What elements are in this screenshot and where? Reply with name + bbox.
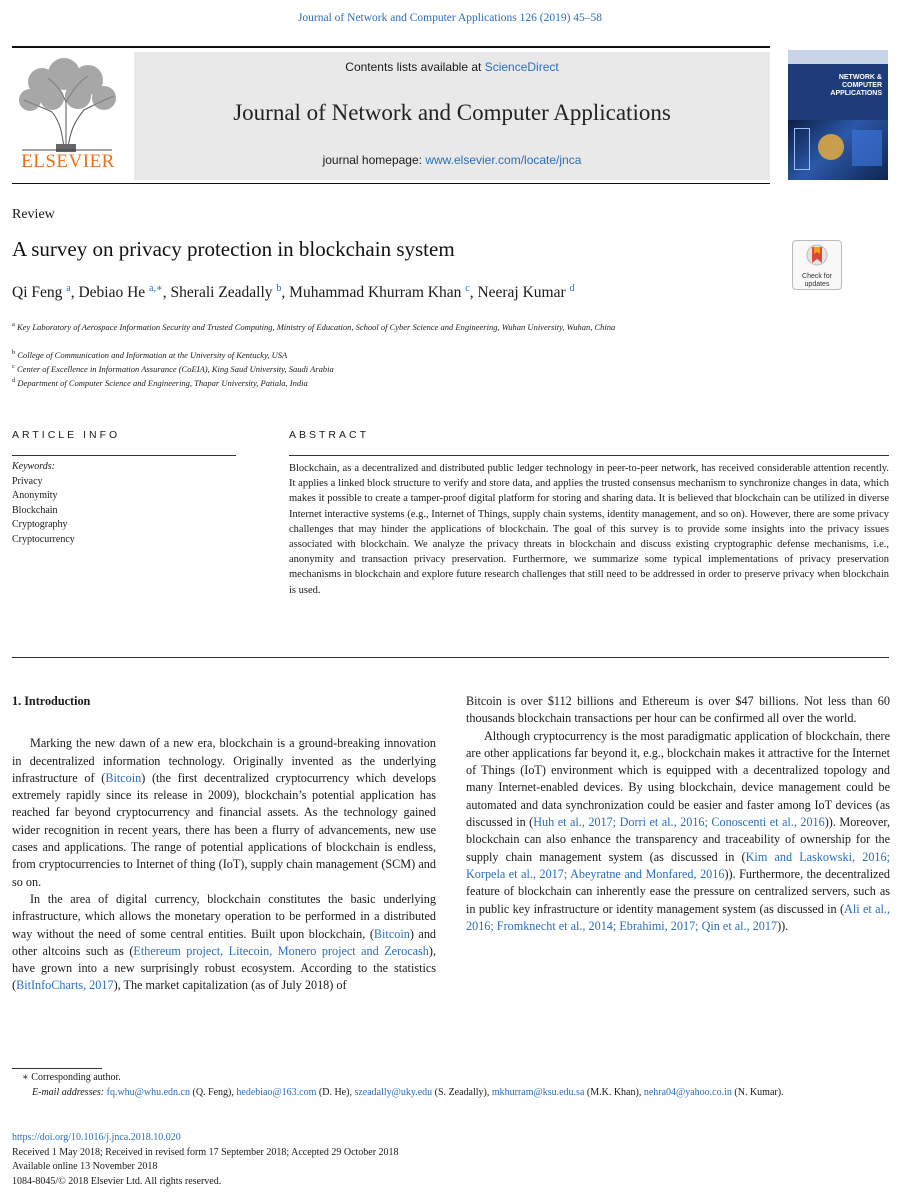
affiliation-a (12, 318, 712, 334)
check-updates-line-2: updates (804, 281, 830, 288)
email-owner: (Q. Feng), (189, 1086, 237, 1098)
abstract-heading: ABSTRACT (289, 429, 370, 441)
citation-link[interactable]: BitInfoCharts, 2017 (16, 978, 114, 993)
contents-prefix: Contents lists available at (345, 60, 485, 74)
text-run: ), The market capitalization (as of July 2018) of (113, 978, 347, 993)
received-dates: Received 1 May 2018; Received in revised form 17 September 2018; Accepted 29 October 2018 (12, 1146, 399, 1158)
journal-cover-image[interactable] (788, 50, 888, 180)
email-label: E-mail addresses: (32, 1086, 105, 1098)
header-bottom-rule (12, 183, 770, 184)
email-owner: (D. He), (316, 1086, 355, 1098)
text-run: ) and other altcoins such as ( (12, 926, 437, 958)
affiliation-text: College of Communication and Information at the University of Kentucky, USA (17, 349, 288, 360)
article-title: A survey on privacy protection in blockchain system (12, 237, 455, 261)
email-line (12, 1086, 892, 1101)
text-run: Although cryptocurrency is the most paradigmatic application of blockchain, there are other applications far beyond it, e.g., blockchain makes it attractive for the Internet of Things (IoT) environment which is equipped with a decentralized topology and many Internet-enabled devices. By using blockchain, device management could be automated and data synchronization could be easier and faster among IoT devices (as discussed in ( (466, 728, 890, 830)
affiliation-text: Center of Excellence in Information Assurance (CoEIA), King Saud University, Saudi Arabia (17, 363, 334, 374)
email-owner: (S. Zeadally), (432, 1086, 492, 1098)
affiliation-marker: a (12, 321, 15, 328)
email-link[interactable]: mkhurram@ksu.edu.sa (491, 1086, 585, 1098)
text-run: In the area of digital currency, blockchain constitutes the basic underlying infrastructure, which allows the monetary operation to be performed in a distributed way without the need of some central entities. Built upon blockchain, ( (12, 891, 436, 941)
homepage-line (134, 153, 770, 167)
publication-info (12, 1131, 399, 1189)
corresponding-author-note: ∗ Corresponding author. (22, 1072, 121, 1083)
text-run: ) (the first decentralized cryptocurrency which develops extremely rapidly since its release in 2009), blockchain’s potential application has reached far beyond cryptocurrency and financial assets. As the technology gained wider recognition in recent years, there has been a flurry of advancements, new use cases and applications. The range of potential applications of blockchain is endless, from cryptocurrencies to Internet of thing (IoT), supply chain management (SCM) and so on. (12, 770, 437, 889)
text-run: ), have grown into a new surprisingly robust ecosystem. According to the statistics ( (12, 943, 436, 993)
text-run: )). (777, 918, 789, 933)
author-name: Muhammad Khurram Khan (289, 284, 462, 302)
citation-link[interactable]: Bitcoin (373, 926, 410, 941)
copyright: 1084-8045/© 2018 Elsevier Ltd. All rights reserved. (12, 1175, 222, 1187)
email-link[interactable]: fq.whu@whu.edn.cn (106, 1086, 190, 1098)
keywords-block (12, 460, 75, 547)
paragraph (12, 891, 436, 995)
email-link[interactable]: hedebiao@163.com (236, 1086, 317, 1098)
keyword-item: Privacy (12, 475, 43, 487)
elsevier-wordmark: ELSEVIER (21, 151, 115, 172)
citation-link[interactable]: Kim and Laskowski, 2016; Korpela et al., 2017; Abeyratne and Monfared, 2016 (466, 849, 890, 881)
abstract-text: Blockchain, as a decentralized and distributed public ledger technology in peer-to-peer network, has received considerable attention recently. It applies a linked block structure to verify and store data, and applies the trusted consensus mechanism to synchronize changes in data, which makes it possible to create a tamper-proof digital platform for storing and sharing data. It is believed that blockchain can be utilized in diverse Internet interactive systems (e.g., Internet of Things, supply chain systems, identity management, and so on). However, there are some privacy challenges that may hinder the applications of blockchain. The goal of this survey is to provide some insights into the privacy issues associated with blockchain. We analyze the privacy threats in blockchain and discuss existing cryptographic defense mechanisms, i.e., anonymity and transaction privacy preservation. Furthermore, we summarize some typical implementations of privacy preservation mechanisms in blockchain and explore future research challenges that still need to be addressed in order to preserve privacy when blockchain is used. (289, 463, 889, 596)
affiliation-text: Department of Computer Science and Engineering, Thapar University, Patiala, India (17, 377, 308, 388)
paragraph (466, 728, 890, 936)
affiliation-marker: d (12, 377, 16, 384)
citation-link[interactable]: Bitcoin (105, 770, 142, 785)
header-top-rule (12, 46, 770, 48)
keyword-item: Anonymity (12, 490, 58, 501)
author-name: Qi Feng (12, 284, 63, 302)
affiliation-marker: b (12, 349, 16, 356)
section-heading-introduction: 1. Introduction (12, 694, 91, 708)
affiliation-marker: c (12, 363, 15, 370)
text-run: Marking the new dawn of a new era, blockchain is a ground-breaking innovation in decentralized information technology. Originally invented as the underlying infrastructure of ( (12, 736, 436, 785)
author-name: Neeraj Kumar (477, 284, 566, 302)
citation-link[interactable]: Ali et al., 2016; Fromknecht et al., 2014; Ebrahimi, 2017; Qin et al., 2017 (466, 901, 890, 933)
email-owner: (N. Kumar). (731, 1086, 784, 1098)
check-for-updates-badge[interactable] (792, 240, 842, 290)
author-affiliation-link[interactable]: a (66, 283, 71, 294)
author-affiliation-link[interactable]: c (465, 283, 470, 294)
affiliation-text: Key Laboratory of Aerospace Information Security and Trusted Computing, Ministry of Education, School of Cyber Science and Engineering, Wuhan University, Wuhan, China (17, 321, 616, 332)
footnote-rule (12, 1068, 102, 1069)
citation-link[interactable]: Huh et al., 2017; Dorri et al., 2016; Conoscenti et al., 2016 (533, 815, 825, 830)
bookmark-icon (806, 244, 828, 268)
journal-title: Journal of Network and Computer Applications (233, 100, 671, 125)
homepage-prefix: journal homepage: (322, 153, 426, 167)
cover-line-2: COMPUTER (841, 82, 882, 89)
body-right-column (466, 693, 890, 935)
article-type: Review (12, 207, 55, 222)
article-info-rule (12, 455, 236, 456)
citation-link[interactable]: Ethereum project, Litecoin, Monero project and Zerocash (133, 943, 429, 958)
text-run: )). Moreover, blockchain can also enhance the transparency and traceability of ownership for the supply chain management system (as discussed in ( (466, 815, 890, 864)
online-date: Available online 13 November 2018 (12, 1161, 158, 1172)
abstract-bottom-rule (12, 657, 889, 658)
author-list: Qi Feng $^a$, Debiao He $^{a,∗}$, Sherali Zeadally $^b$, Muhammad Khurram Khan $^c$, Neeraj Kumar $^d$ (12, 283, 575, 302)
author-affiliation-link[interactable]: b (276, 283, 282, 294)
keywords-label: Keywords: (12, 461, 55, 472)
abstract-rule (289, 455, 889, 456)
author-affiliation-link[interactable]: a,∗ (149, 283, 163, 294)
paragraph: Bitcoin is over $112 billions and Ethereum is over $47 billions. Not less than 60 thousands blockchain transactions per hour can be confirmed all over the world. (466, 694, 890, 726)
check-updates-line-1: Check for (802, 273, 832, 280)
paragraph (12, 735, 436, 891)
author-name: Debiao He (78, 284, 146, 302)
cover-line-3: APPLICATIONS (830, 90, 882, 97)
author-name: Sherali Zeadally (170, 284, 273, 302)
sciencedirect-link[interactable]: ScienceDirect (484, 60, 559, 74)
email-owner: (M.K. Khan), (584, 1086, 644, 1098)
article-info-heading: ARTICLE INFO (12, 429, 121, 441)
body-left-column (12, 693, 436, 995)
keyword-item: Blockchain (12, 504, 58, 516)
affiliation-d (12, 374, 712, 390)
journal-reference[interactable]: Journal of Network and Computer Applications 126 (2019) 45–58 (297, 12, 603, 24)
keyword-item: Cryptocurrency (12, 533, 75, 545)
contents-line (134, 60, 770, 74)
email-link[interactable]: nehra04@yahoo.co.in (643, 1086, 732, 1098)
doi-link[interactable]: https://doi.org/10.1016/j.jnca.2018.10.020 (12, 1132, 181, 1143)
keyword-item: Cryptography (12, 519, 68, 530)
author-affiliation-link[interactable]: d (569, 283, 575, 294)
text-run: )). Furthermore, the decentralized feature of blockchain can inherently ease the pressure on centralized servers, such as in public key infrastructure or identity management system (as discussed in ( (466, 866, 890, 916)
homepage-link[interactable]: www.elsevier.com/locate/jnca (425, 153, 582, 167)
footnotes (12, 1071, 892, 1100)
email-link[interactable]: szeadally@uky.edu (354, 1086, 433, 1098)
cover-line-1: NETWORK & (838, 74, 882, 81)
